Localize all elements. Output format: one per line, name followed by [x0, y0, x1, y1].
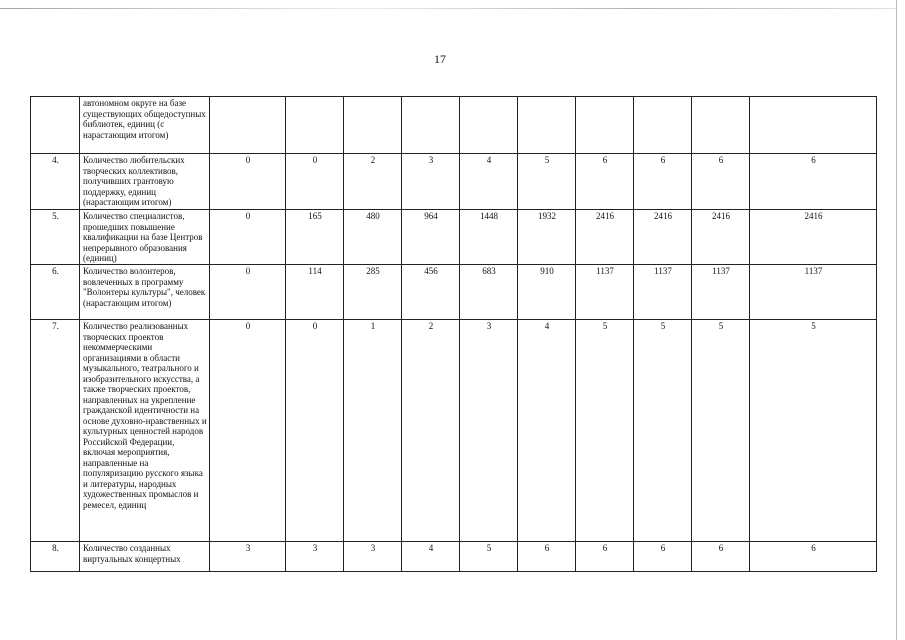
indicator-value: 3: [344, 542, 402, 572]
indicator-value: 3: [286, 542, 344, 572]
table-row: [31, 265, 877, 320]
indicator-value: 0: [210, 210, 286, 265]
indicator-value: 0: [210, 320, 286, 542]
indicator-value: 6: [634, 154, 692, 210]
row-number: 7.: [31, 320, 80, 542]
indicator-value: 4: [402, 542, 460, 572]
indicator-value: 6: [750, 154, 877, 210]
indicators-table: [30, 96, 877, 572]
indicator-description: Количество волонтеров, вовлеченных в программу "Волонтеры культуры", человек (нарастающим итогом): [80, 265, 210, 320]
table-row: [31, 320, 877, 542]
indicator-value: [518, 97, 576, 154]
indicator-value: 5: [460, 542, 518, 572]
indicator-value: 6: [576, 154, 634, 210]
indicator-value: [692, 97, 750, 154]
indicator-value: 1137: [692, 265, 750, 320]
row-number: 4.: [31, 154, 80, 210]
indicator-value: 2: [402, 320, 460, 542]
indicator-value: 5: [518, 154, 576, 210]
indicator-description: Количество специалистов, прошедших повышение квалификации на базе Центров непрерывного образования (единиц): [80, 210, 210, 265]
indicator-value: 6: [634, 542, 692, 572]
table-row: [31, 210, 877, 265]
indicator-description: Количество любительских творческих коллективов, получивших грантовую поддержку, единиц (нарастающим итогом): [80, 154, 210, 210]
indicator-value: 5: [576, 320, 634, 542]
indicator-value: [402, 97, 460, 154]
indicator-value: 4: [518, 320, 576, 542]
row-number: 5.: [31, 210, 80, 265]
indicator-value: 2: [344, 154, 402, 210]
indicator-value: [576, 97, 634, 154]
indicator-value: 3: [210, 542, 286, 572]
indicator-value: [286, 97, 344, 154]
indicator-value: 683: [460, 265, 518, 320]
indicator-value: 1137: [634, 265, 692, 320]
indicator-value: 0: [210, 154, 286, 210]
indicator-value: 285: [344, 265, 402, 320]
table-row: [31, 154, 877, 210]
indicator-description: автономном округе на базе существующих общедоступных библиотек, единиц (с нарастающим итогом): [80, 97, 210, 154]
row-number: 8.: [31, 542, 80, 572]
indicator-description: Количество реализованных творческих проектов некоммерческими организациями в области музыкального, театрального и изобразительного искусства, а также творческих проектов, направленных на укрепление гражданской идентичности на основе духовно-нравственных и культурных ценностей народов Российской Федерации, включая мероприятия, направленные на популяризацию русского языка и литературы, народных художественных промыслов и ремесел, единиц: [80, 320, 210, 542]
row-number: 6.: [31, 265, 80, 320]
indicator-value: 0: [210, 265, 286, 320]
indicator-value: 456: [402, 265, 460, 320]
indicator-value: 910: [518, 265, 576, 320]
indicator-value: 165: [286, 210, 344, 265]
indicator-value: [750, 97, 877, 154]
indicator-value: 1: [344, 320, 402, 542]
indicator-value: 480: [344, 210, 402, 265]
indicator-value: 1448: [460, 210, 518, 265]
indicator-value: 964: [402, 210, 460, 265]
indicator-value: 6: [518, 542, 576, 572]
indicator-value: 6: [692, 542, 750, 572]
indicator-value: 2416: [750, 210, 877, 265]
indicator-value: 114: [286, 265, 344, 320]
indicator-value: 1137: [750, 265, 877, 320]
indicator-value: [634, 97, 692, 154]
indicator-value: [460, 97, 518, 154]
page-number: 17: [434, 52, 446, 66]
indicator-value: 5: [692, 320, 750, 542]
indicator-value: [210, 97, 286, 154]
table-row: [31, 97, 877, 154]
table-row: [31, 542, 877, 572]
page-edge: [896, 0, 905, 640]
row-number: [31, 97, 80, 154]
indicator-value: 2416: [692, 210, 750, 265]
indicator-description: Количество созданных виртуальных концертных: [80, 542, 210, 572]
indicator-value: 4: [460, 154, 518, 210]
scan-edge: [0, 8, 905, 9]
indicator-value: 1137: [576, 265, 634, 320]
indicator-value: 1932: [518, 210, 576, 265]
indicator-value: 5: [750, 320, 877, 542]
indicator-value: 5: [634, 320, 692, 542]
indicator-value: [344, 97, 402, 154]
indicator-value: 6: [576, 542, 634, 572]
indicator-value: 0: [286, 320, 344, 542]
indicator-value: 3: [460, 320, 518, 542]
indicator-value: 0: [286, 154, 344, 210]
indicator-value: 6: [692, 154, 750, 210]
indicator-value: 2416: [634, 210, 692, 265]
indicator-value: 2416: [576, 210, 634, 265]
indicator-value: 6: [750, 542, 877, 572]
indicator-value: 3: [402, 154, 460, 210]
